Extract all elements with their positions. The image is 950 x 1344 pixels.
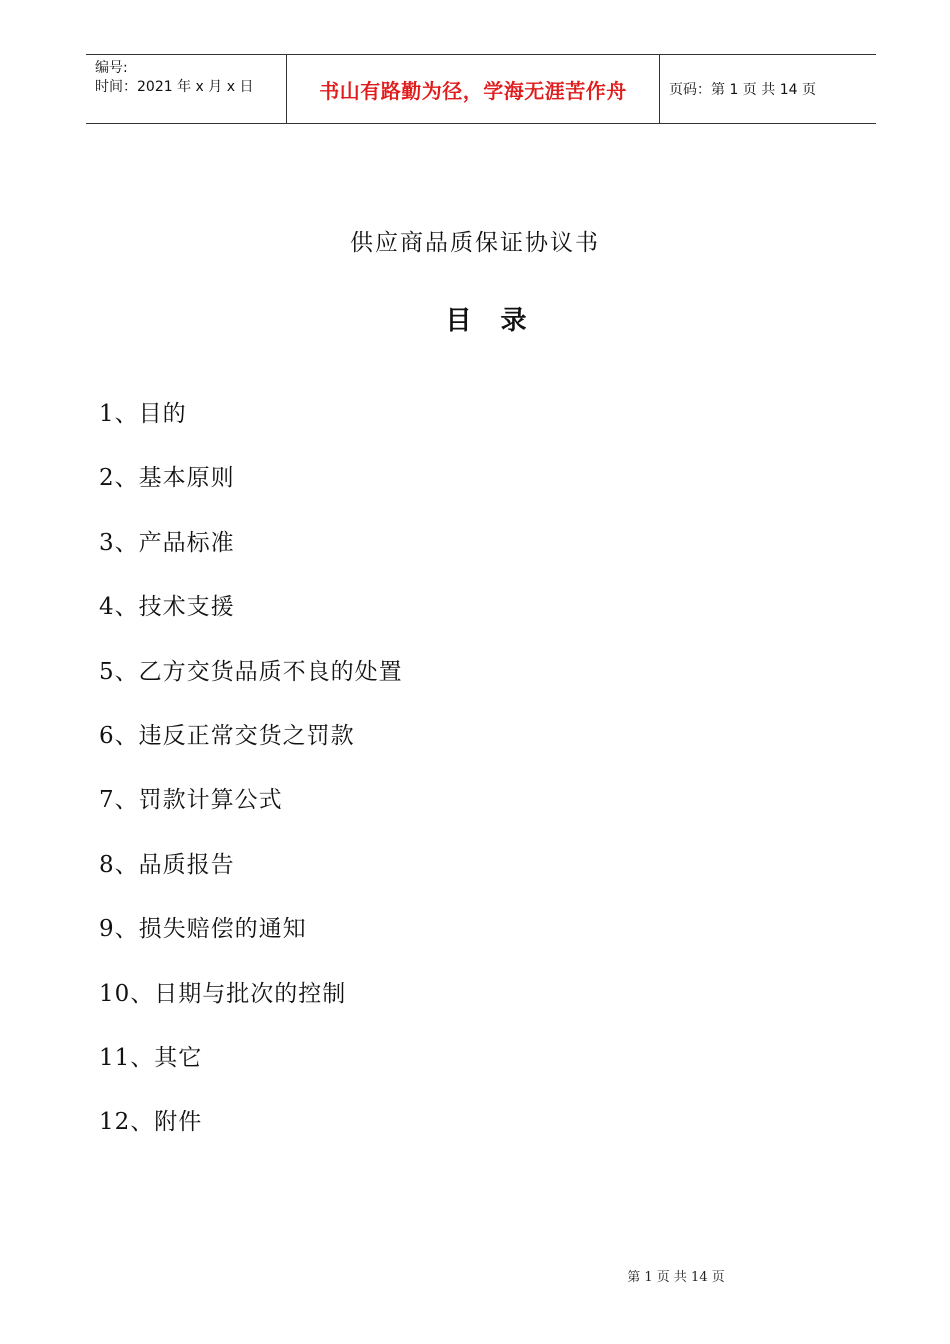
toc-item: 6、违反正常交货之罚款 — [99, 722, 355, 749]
toc-heading: 目 录 — [445, 306, 527, 336]
table-of-contents — [99, 396, 403, 1169]
toc-item: 8、品质报告 — [99, 851, 235, 878]
toc-item: 4、技术支援 — [99, 594, 235, 621]
toc-item: 11、其它 — [99, 1044, 203, 1071]
header-meta — [86, 55, 286, 123]
toc-item: 9、损失赔偿的通知 — [99, 916, 307, 943]
toc-item: 1、目的 — [99, 401, 187, 427]
page-footer: 第 1 页 共 14 页 — [627, 1270, 725, 1285]
document-title: 供应商品质保证协议书 — [350, 230, 600, 256]
document-number-label: 编号: — [95, 60, 128, 76]
header-page-info: 页码：第 1 页 共 14 页 — [669, 82, 816, 98]
page-header — [86, 54, 876, 124]
header-motto: 书山有路勤为径，学海无涯苦作舟 — [286, 55, 660, 123]
toc-item: 5、乙方交货品质不良的处置 — [99, 658, 403, 685]
document-time-label: 时间：2021 年 x 月 x 日 — [95, 79, 254, 95]
toc-item: 3、产品标准 — [99, 529, 235, 556]
toc-item: 12、附件 — [99, 1109, 203, 1136]
toc-item: 10、日期与批次的控制 — [99, 980, 347, 1007]
toc-item: 7、罚款计算公式 — [99, 787, 283, 814]
toc-item: 2、基本原则 — [99, 465, 235, 492]
